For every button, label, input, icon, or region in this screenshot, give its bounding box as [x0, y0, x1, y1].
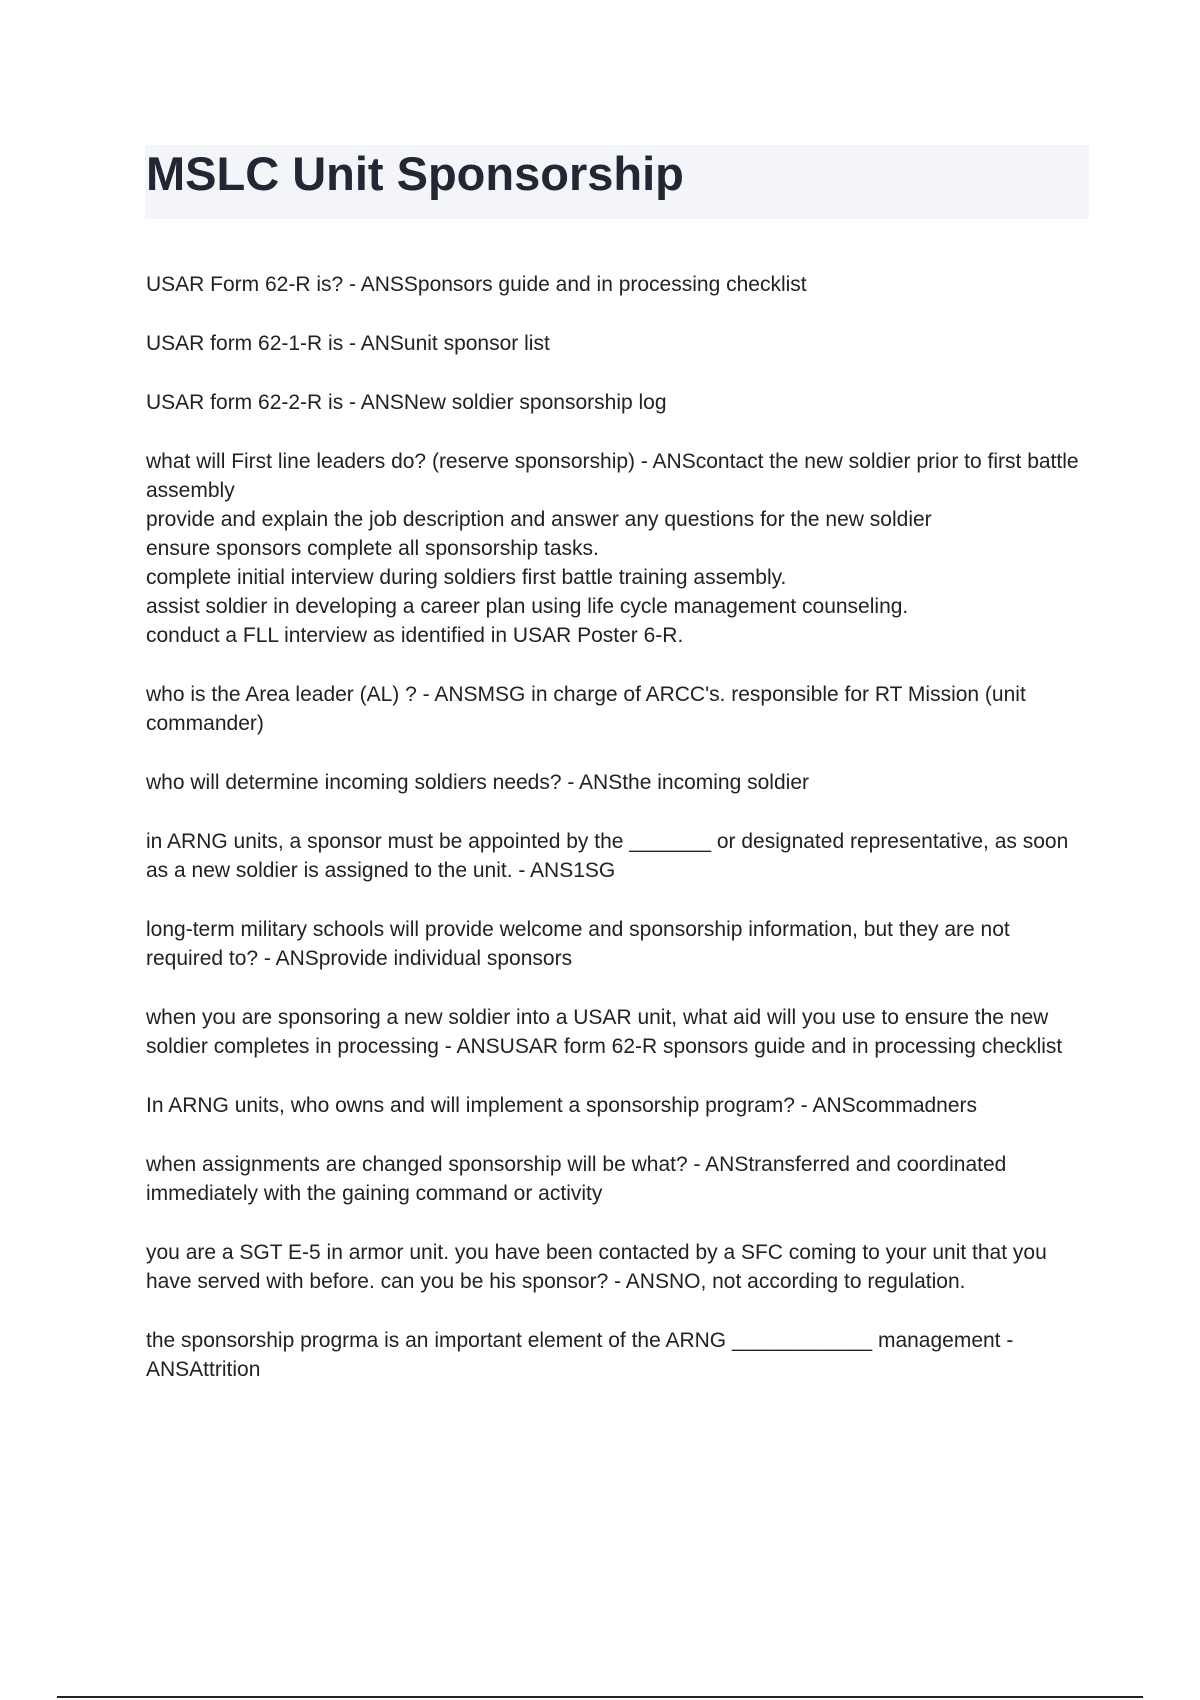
bottom-divider [57, 1696, 1143, 1698]
qa-entry-6: who will determine incoming soldiers needs? - ANSthe incoming soldier [146, 771, 809, 794]
qa-entry-2: USAR form 62-1-R is - ANSunit sponsor list [146, 332, 550, 355]
qa-entry-11: when assignments are changed sponsorship will be what? - ANStransferred and coordinated immediately with the gaining command or activity [146, 1153, 1007, 1205]
qa-entry-8: long-term military schools will provide welcome and sponsorship information, but they are not required to? - ANSprovide individual sponsors [146, 918, 1010, 970]
qa-entry-5: who is the Area leader (AL) ? - ANSMSG in charge of ARCC's. responsible for RT Mission (unit commander) [146, 683, 1026, 735]
qa-entry-12: you are a SGT E-5 in armor unit. you have been contacted by a SFC coming to your unit that you have served with before. can you be his sponsor? - ANSNO, not according to regulation. [146, 1241, 1047, 1293]
qa-entry-13: the sponsorship progrma is an important element of the ARNG ____________ management - ANSAttrition [146, 1329, 1014, 1381]
qa-entry-7: in ARNG units, a sponsor must be appointed by the _______ or designated representative, as soon as a new soldier is assigned to the unit. - ANS1SG [146, 830, 1069, 882]
qa-entry-3: USAR form 62-2-R is - ANSNew soldier sponsorship log [146, 391, 667, 414]
qa-list [146, 270, 1091, 1414]
qa-entry-10: In ARNG units, who owns and will implement a sponsorship program? - ANScommadners [146, 1094, 978, 1117]
page-title: MSLC Unit Sponsorship [146, 147, 684, 200]
qa-entry-4: what will First line leaders do? (reserve sponsorship) - ANScontact the new soldier prior to first battle assembly provide and explain the job description and answer any questions for the new soldier ensure sponsors complete all sponsorship tasks. complete initial interview during soldiers first battle training assembly. assist soldier in developing a career plan using life cycle management counseling. conduct a FLL interview as identified in USAR Poster 6-R. [146, 450, 1079, 647]
qa-entry-9: when you are sponsoring a new soldier into a USAR unit, what aid will you use to ensure the new soldier completes in processing - ANSUSAR form 62-R sponsors guide and in processing checklist [146, 1006, 1063, 1058]
qa-entry-1: USAR Form 62-R is? - ANSSponsors guide and in processing checklist [146, 273, 807, 296]
